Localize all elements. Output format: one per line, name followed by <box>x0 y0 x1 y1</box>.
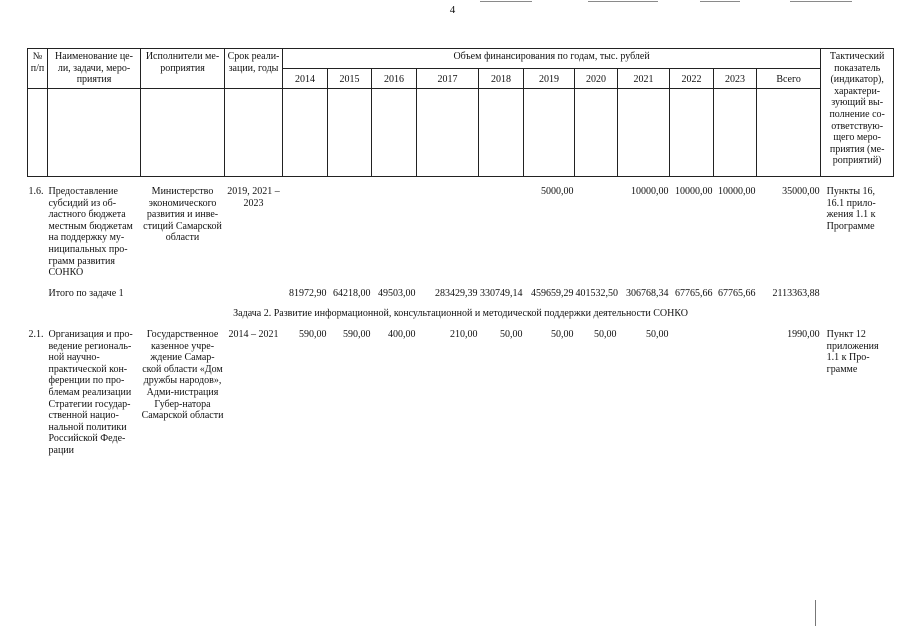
table-row-task1-total <box>28 288 894 300</box>
header-year-2021: 2021 <box>618 69 670 89</box>
header-year-2014: 2014 <box>283 69 328 89</box>
header-financing: Объем финансирования по годам, тыс. рублей <box>283 49 821 69</box>
value-2020: 401532,50 <box>575 287 618 299</box>
row-indicator-empty <box>821 288 894 300</box>
row-name: Предоставление субсидий из об-ластного бюджета местным бюджетам на поддержку му-ниципальных про-грамм развития СОНКО <box>48 186 133 279</box>
value-2014: 81972,90 <box>289 287 327 299</box>
header-cell-empty <box>225 89 283 177</box>
value-2018 <box>479 186 524 279</box>
row-name: Организация и про-ведение региональ-ной научно-практической кон-ференции по про-блемам реализации Стратегии государ-ственной нацио-нальной политики Российской Феде-рации <box>48 328 133 456</box>
header-cell-empty <box>372 89 417 177</box>
header-cell-empty <box>328 89 372 177</box>
value-2014 <box>283 186 328 279</box>
value-2017: 283429,39 <box>435 287 478 299</box>
value-2023: 67765,66 <box>718 287 756 299</box>
value-2017: 210,00 <box>450 328 478 340</box>
scan-artifact-line <box>700 1 740 2</box>
value-total: 2113363,88 <box>772 287 820 299</box>
row-period: 2014 – 2021 <box>228 328 279 340</box>
row-period: 2019, 2021 – 2023 <box>227 186 280 209</box>
value-2017 <box>417 186 479 279</box>
value-2021: 50,00 <box>646 328 669 340</box>
value-2016: 400,00 <box>388 328 416 340</box>
value-2015: 64218,00 <box>333 287 371 299</box>
header-cell-empty <box>524 89 575 177</box>
header-cell-empty <box>417 89 479 177</box>
task1-total-label: Итого по задаче 1 <box>48 287 124 299</box>
value-2021: 306768,34 <box>626 287 669 299</box>
header-cell-empty <box>670 89 714 177</box>
header-cell-empty <box>618 89 670 177</box>
header-cell-empty <box>714 89 757 177</box>
header-num: № п/п <box>28 49 48 89</box>
header-year-2017: 2017 <box>417 69 479 89</box>
value-2016: 49503,00 <box>378 287 416 299</box>
value-total: 35000,00 <box>782 186 820 197</box>
header-indicator: Тактический показатель (индикатор), характери-зующий вы-полнение со-ответствую-щего меро-приятия (ме-роприятий) <box>821 49 894 177</box>
value-2022 <box>670 329 714 457</box>
header-cell-empty <box>141 89 225 177</box>
value-2018: 50,00 <box>500 328 523 340</box>
header-executors: Исполнители ме-роприятия <box>141 49 225 89</box>
value-2019: 459659,29 <box>531 287 574 299</box>
value-2015 <box>328 186 372 279</box>
value-2019: 50,00 <box>551 328 574 340</box>
task2-heading: Задача 2. Развитие информационной, консультационной и методической поддержки деятельности СОНКО <box>233 308 688 320</box>
table-row-2-1 <box>28 329 894 457</box>
header-cell-empty <box>283 89 328 177</box>
value-2019: 5000,00 <box>541 186 574 197</box>
header-year-2015: 2015 <box>328 69 372 89</box>
header-cell-empty <box>757 89 821 177</box>
row-spacer <box>28 320 894 329</box>
row-executors: Министерство экономического развития и инве-стиций Самарской области <box>143 186 222 244</box>
financing-table <box>27 48 894 456</box>
value-2020 <box>575 186 618 279</box>
row-indicator: Пункты 16, 16.1 прило-жения 1.1 к Программе <box>826 186 876 232</box>
header-year-2018: 2018 <box>479 69 524 89</box>
header-cell-empty <box>48 89 141 177</box>
row-spacer <box>28 177 894 187</box>
row-num: 2.1. <box>28 328 44 340</box>
scan-artifact-line <box>588 1 658 2</box>
row-spacer <box>28 279 894 288</box>
header-year-2023: 2023 <box>714 69 757 89</box>
value-2022: 67765,66 <box>675 287 713 299</box>
header-name: Наименование це-ли, задачи, меро-приятия <box>48 49 141 89</box>
scan-artifact-line <box>480 1 532 2</box>
row-num: 1.6. <box>28 186 44 197</box>
header-year-2019: 2019 <box>524 69 575 89</box>
header-year-2020: 2020 <box>575 69 618 89</box>
value-2021: 10000,00 <box>631 186 669 197</box>
header-year-2016: 2016 <box>372 69 417 89</box>
value-2015: 590,00 <box>343 328 371 340</box>
table-row-1-6 <box>28 186 894 279</box>
pen-mark <box>815 600 816 626</box>
header-cell-empty <box>575 89 618 177</box>
header-total: Всего <box>757 69 821 89</box>
value-2023: 10000,00 <box>718 186 756 197</box>
header-cell-empty <box>28 89 48 177</box>
value-2018: 330749,14 <box>480 287 523 299</box>
header-year-2022: 2022 <box>670 69 714 89</box>
header-cell-empty <box>479 89 524 177</box>
value-2016 <box>372 186 417 279</box>
value-2020: 50,00 <box>594 328 617 340</box>
row-indicator: Пункт 12 приложения 1.1 к Про-грамме <box>826 328 879 375</box>
page-number: 4 <box>449 4 456 16</box>
value-total: 1990,00 <box>787 328 820 340</box>
header-period: Срок реали-зации, годы <box>225 49 283 89</box>
row-executors: Государственное казенное учре-ждение Самар-ской области «Дом дружбы народов», Адми-нистрация Губер-натора Самарской области <box>141 328 224 422</box>
table-row-task2-heading <box>28 308 894 320</box>
value-2023 <box>714 329 757 457</box>
scan-artifact-line <box>790 1 852 2</box>
value-2022: 10000,00 <box>675 186 713 197</box>
value-2014: 590,00 <box>299 328 327 340</box>
row-spacer <box>28 299 894 308</box>
row-num-empty <box>28 288 48 300</box>
